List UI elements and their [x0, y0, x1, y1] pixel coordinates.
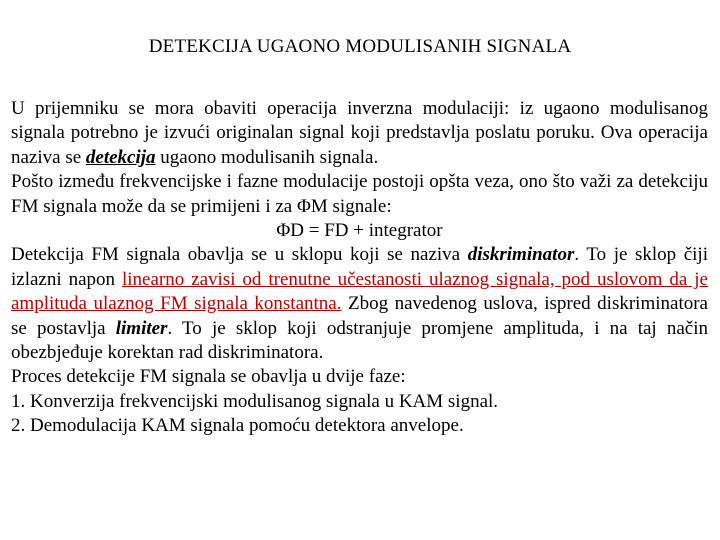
discriminator-text-3: Zbog navedenog uslova, ispred diskriminatora se postavlja	[11, 293, 708, 339]
discriminator-text-end: . To je sklop koji odstranjuje promjene amplituda, i na taj način obezbjeđuje korektan rad diskriminatora.	[11, 317, 708, 364]
paragraph-phases: Proces detekcije FM signala se obavlja u dvije faze:	[11, 366, 406, 388]
step-item: 1. Konverzija frekvencijski modulisanog signala u KAM signal.	[11, 390, 499, 412]
paragraph-fm-pm-relation: Pošto između frekvencijske i fazne modulacije postoji opšta veza, ono što važi za detekciju FM signala može da se primijeni i za ΦM signale:	[11, 171, 708, 217]
paragraph-discriminator	[11, 243, 708, 365]
term-limiter: limiter	[115, 317, 168, 339]
discriminator-text-2: . To je sklop čiji izlazni napon	[11, 244, 708, 290]
paragraph-intro	[11, 97, 708, 170]
slide-body	[11, 97, 708, 439]
discriminator-text: Detekcija FM signala obavlja se u sklopu koji se naziva	[11, 244, 468, 266]
slide-title: DETEKCIJA UGAONO MODULISANIH SIGNALA	[148, 36, 572, 57]
highlighted-condition: linearno zavisi od trenutne učestanosti ulaznog signala, pod uslovom da je amplituda ulaznog FM signala konstantna.	[11, 268, 708, 315]
step-item: 2. Demodulacija KAM signala pomoću detektora anvelope.	[11, 415, 464, 437]
intro-text: U prijemniku se mora obaviti operacija inverzna modulaciji: iz ugaono modulisanog signala potrebno je izvući originalan signal koji predstavlja poslatu poruku. Ova operacija naziva se	[11, 98, 708, 168]
term-diskriminator: diskriminator	[467, 244, 575, 266]
formula: ΦD = FD + integrator	[276, 220, 443, 242]
intro-text-end: ugaono modulisanih signala.	[155, 146, 379, 168]
term-detekcija: detekcija	[85, 146, 156, 168]
